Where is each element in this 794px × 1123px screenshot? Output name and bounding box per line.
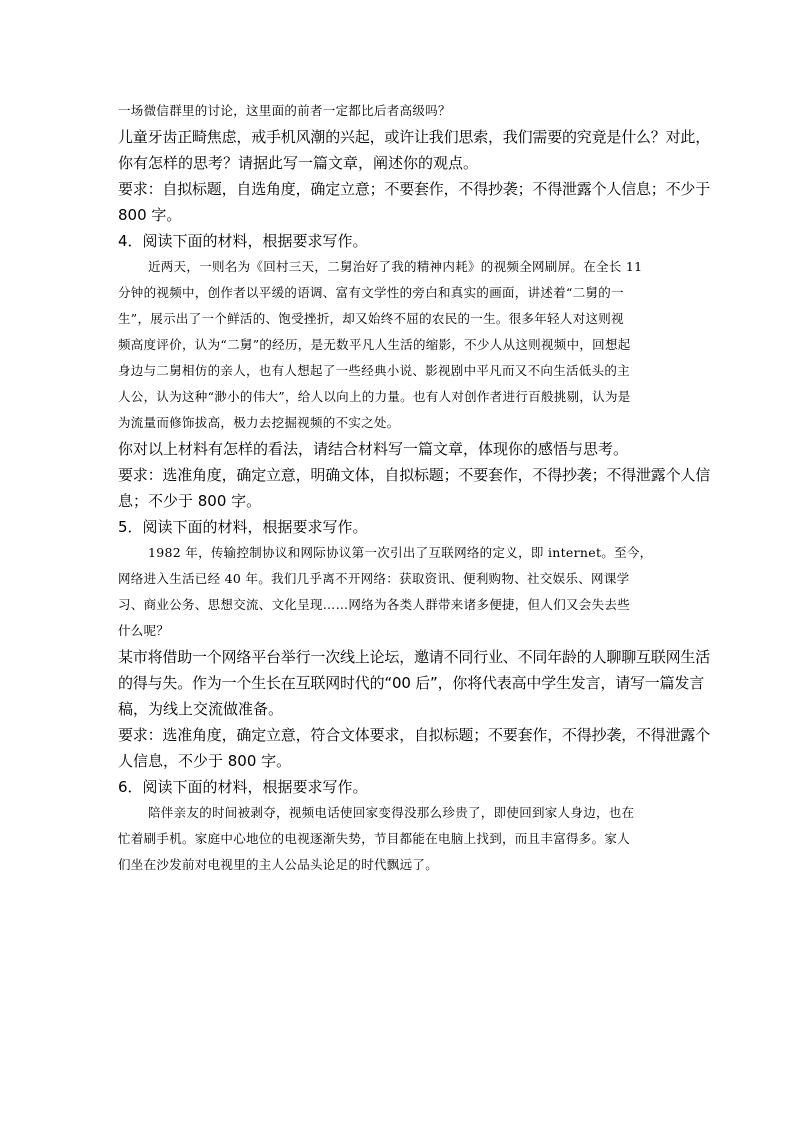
quote-line: 陪伴亲友的时间被剥夺，视频电话使回家变得没那么珍贵了，即使回到家人身边，也在 (148, 805, 635, 820)
body-line: 儿童牙齿正畸焦虑，戒手机风潮的兴起，或许让我们思索，我们需要的究竟是什么？对此， (118, 128, 711, 146)
body-line: 稿，为线上交流做准备。 (118, 700, 284, 718)
quote-line: 频高度评价，认为“二舅”的经历，是无数平凡人生活的缩影，不少人从这则视频中，回想起 (118, 337, 631, 352)
question-4-heading: 4．阅读下面的材料，根据要求写作。 (118, 232, 368, 250)
quote-line: 们坐在沙发前对电视里的主人公品头论足的时代飘远了。 (118, 857, 439, 872)
requirement-line: 息；不少于 800 字。 (118, 492, 262, 510)
document-page (118, 98, 711, 878)
body-line: 的得与失。作为一个生长在互联网时代的“00 后”，你将代表高中学生发言，请写一篇发言 (118, 674, 705, 692)
question-4-requirement (118, 462, 711, 514)
quote-line: 人公，认为这种“渺小的伟大”，给人以向上的力量。也有人对创作者进行百般挑剔，认为是 (118, 389, 631, 404)
quote-line: 身边与二舅相仿的亲人，也有人想起了一些经典小说、影视剧中平凡而又不向生活低头的主 (118, 363, 631, 378)
requirement-line: 要求：选准角度，确定立意，明确文体，自拟标题；不要套作，不得抄袭；不得泄露个人信 (118, 466, 711, 484)
body-line: 你对以上材料有怎样的看法，请结合材料写一篇文章，体现你的感悟与思考。 (118, 440, 629, 458)
question-5-heading: 5．阅读下面的材料，根据要求写作。 (118, 518, 368, 536)
quote-line: 为流量而修饰拔高，极力去挖掘视频的不实之处。 (118, 415, 400, 430)
intro-requirement (118, 176, 711, 228)
quote-line: 近两天，一则名为《回村三天，二舅治好了我的精神内耗》的视频全网刷屏。在全长 11 (148, 259, 643, 274)
body-line: 你有怎样的思考？请据此写一篇文章，阐述你的观点。 (118, 154, 479, 172)
question-4-prompt (118, 436, 684, 462)
quote-line: 分钟的视频中，创作者以平缓的语调、富有文学性的旁白和真实的画面，讲述着“二舅的一 (118, 285, 624, 300)
body-line: 某市将借助一个网络平台举行一次线上论坛，邀请不同行业、不同年龄的人聊聊互联网生活 (118, 648, 711, 666)
intro-quote (118, 98, 684, 124)
quote-line: 习、商业公务、思想交流、文化呈现……网络为各类人群带来诸多便捷，但人们又会失去些 (118, 597, 631, 612)
requirement-line: 要求：自拟标题，自选角度，确定立意；不要套作，不得抄袭；不得泄露个人信息；不少于 (118, 180, 711, 198)
requirement-line: 人信息，不少于 800 字。 (118, 752, 292, 770)
question-5-prompt (118, 644, 711, 722)
requirement-line: 800 字。 (118, 206, 182, 224)
quote-line: 生”，展示出了一个鲜活的、饱受挫折，却又始终不屈的农民的一生。很多年轻人对这则视 (118, 311, 624, 326)
quote-line: 忙着刷手机。家庭中心地位的电视逐渐失势，节目都能在电脑上找到，而且丰富得多。家人 (118, 831, 631, 846)
question-5-requirement (118, 722, 711, 774)
quote-line: 网络进入生活已经 40 年。我们几乎离不开网络：获取资讯、便利购物、社交娱乐、网课学 (118, 571, 630, 586)
quote-line: 什么呢？ (118, 623, 170, 638)
question-5-material (118, 540, 684, 644)
question-6-material (118, 800, 684, 878)
quote-line: 1982 年，传输控制协议和网际协议第一次引出了互联网络的定义，即 internet。至今， (148, 545, 653, 560)
question-6-heading: 6．阅读下面的材料，根据要求写作。 (118, 778, 368, 796)
intro-body (118, 124, 711, 176)
quote-line: 一场微信群里的讨论，这里面的前者一定都比后者高级吗？ (118, 103, 451, 118)
requirement-line: 要求：选准角度，确定立意，符合文体要求，自拟标题；不要套作，不得抄袭，不得泄露个 (118, 726, 711, 744)
question-4-material (118, 254, 684, 436)
